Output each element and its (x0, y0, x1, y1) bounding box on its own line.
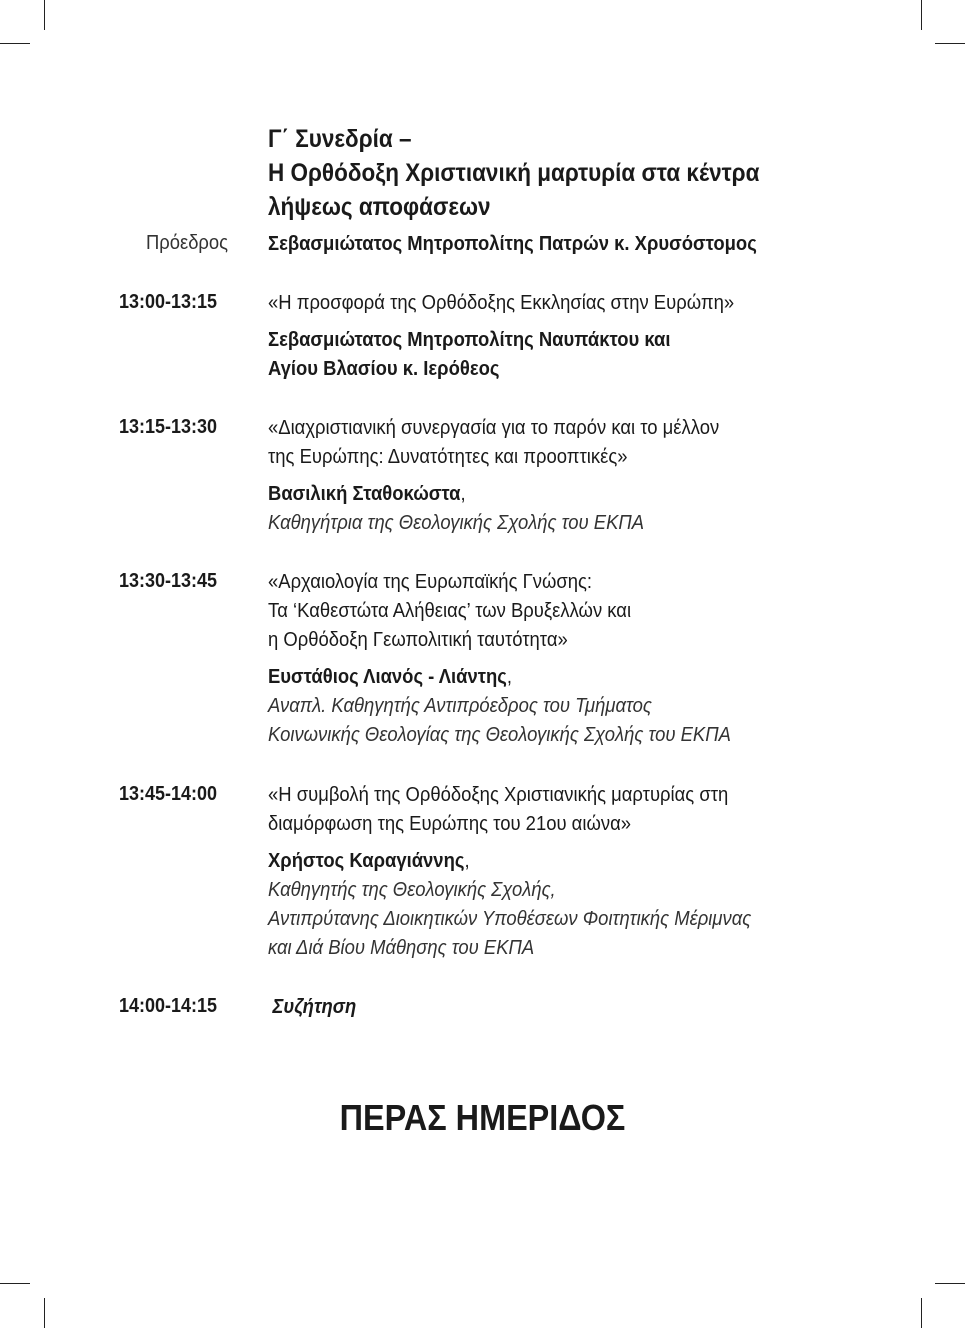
entry-body (268, 288, 826, 383)
crop-mark (0, 43, 30, 44)
speaker-name: Αγίου Βλασίου κ. Ιερόθεος (268, 357, 500, 380)
session-title-line: λήψεως αποφάσεων (268, 193, 491, 221)
end-title: ΠΕΡΑΣ ΗΜΕΡΙΔΟΣ (339, 1097, 626, 1138)
speaker-name: Βασιλική Σταθοκώστα (268, 482, 461, 505)
speaker-name: Ευστάθιος Λιανός - Λιάντης (268, 665, 507, 688)
entry-body (268, 992, 826, 1021)
speaker-role: Αναπλ. Καθηγητής Αντιπρόεδρος του Τμήματος (268, 694, 652, 717)
talk-title-line: διαμόρφωση της Ευρώπης του 21ου αιώνα» (268, 812, 632, 835)
talk-title-line: Τα ‘Καθεστώτα Αλήθειας’ των Βρυξελλών και (268, 599, 632, 622)
speaker-role: Καθηγητής της Θεολογικής Σχολής, (268, 878, 556, 901)
talk-title-line: της Ευρώπης: Δυνατότητες και προοπτικές» (268, 445, 628, 468)
speaker-role: Κοινωνικής Θεολογίας της Θεολογικής Σχολής του ΕΚΠΑ (268, 723, 731, 746)
entry-time: 14:00-14:15 (119, 995, 218, 1017)
discussion-label: Συζήτηση (272, 995, 357, 1018)
crop-mark (935, 1283, 965, 1284)
entry-time: 13:15-13:30 (119, 416, 218, 438)
crop-mark (935, 43, 965, 44)
talk-title-line: «Η προσφορά της Ορθόδοξης Εκκλησίας στην Ευρώπη» (268, 291, 735, 314)
crop-mark (921, 0, 922, 30)
chair-label: Πρόεδρος (146, 232, 229, 254)
talk-title-line: «Η συμβολή της Ορθόδοξης Χριστιανικής μαρτυρίας στη (268, 783, 729, 806)
speaker-name: Χρήστος Καραγιάννης (268, 849, 465, 872)
crop-mark (44, 1298, 45, 1328)
chair-name: Σεβασμιώτατος Μητροπολίτης Πατρών κ. Χρυσόστομος (268, 232, 757, 255)
crop-mark (0, 1283, 30, 1284)
entry-time: 13:45-14:00 (119, 783, 218, 805)
speaker-name: Σεβασμιώτατος Μητροπολίτης Ναυπάκτου και (268, 328, 671, 351)
session-title-line: Γ΄ Συνεδρία – (268, 125, 412, 153)
entry-body (268, 413, 826, 537)
entry-time: 13:00-13:15 (119, 291, 218, 313)
chair-body (268, 229, 826, 258)
session-title (268, 122, 808, 224)
talk-title-line: «Αρχαιολογία της Ευρωπαϊκής Γνώσης: (268, 570, 593, 593)
entry-body (268, 567, 826, 749)
entry-time: 13:30-13:45 (119, 570, 218, 592)
speaker-suffix: , (506, 665, 513, 688)
session-title-line: Η Ορθόδοξη Χριστιανική μαρτυρία στα κέντρα (268, 159, 760, 187)
crop-mark (44, 0, 45, 30)
speaker-suffix: , (464, 849, 470, 872)
talk-title-line: η Ορθόδοξη Γεωπολιτική ταυτότητα» (268, 628, 568, 651)
speaker-role: και Διά Βίου Μάθησης του ΕΚΠΑ (268, 936, 535, 959)
entry-body (268, 780, 826, 962)
talk-title-line: «Διαχριστιανική συνεργασία για το παρόν και το μέλλον (268, 416, 720, 439)
speaker-role: Αντιπρύτανης Διοικητικών Υποθέσεων Φοιτητικής Μέριμνας (268, 907, 752, 930)
crop-mark (921, 1298, 922, 1328)
speaker-role: Καθηγήτρια της Θεολογικής Σχολής του ΕΚΠΑ (268, 511, 645, 534)
speaker-suffix: , (460, 482, 466, 505)
